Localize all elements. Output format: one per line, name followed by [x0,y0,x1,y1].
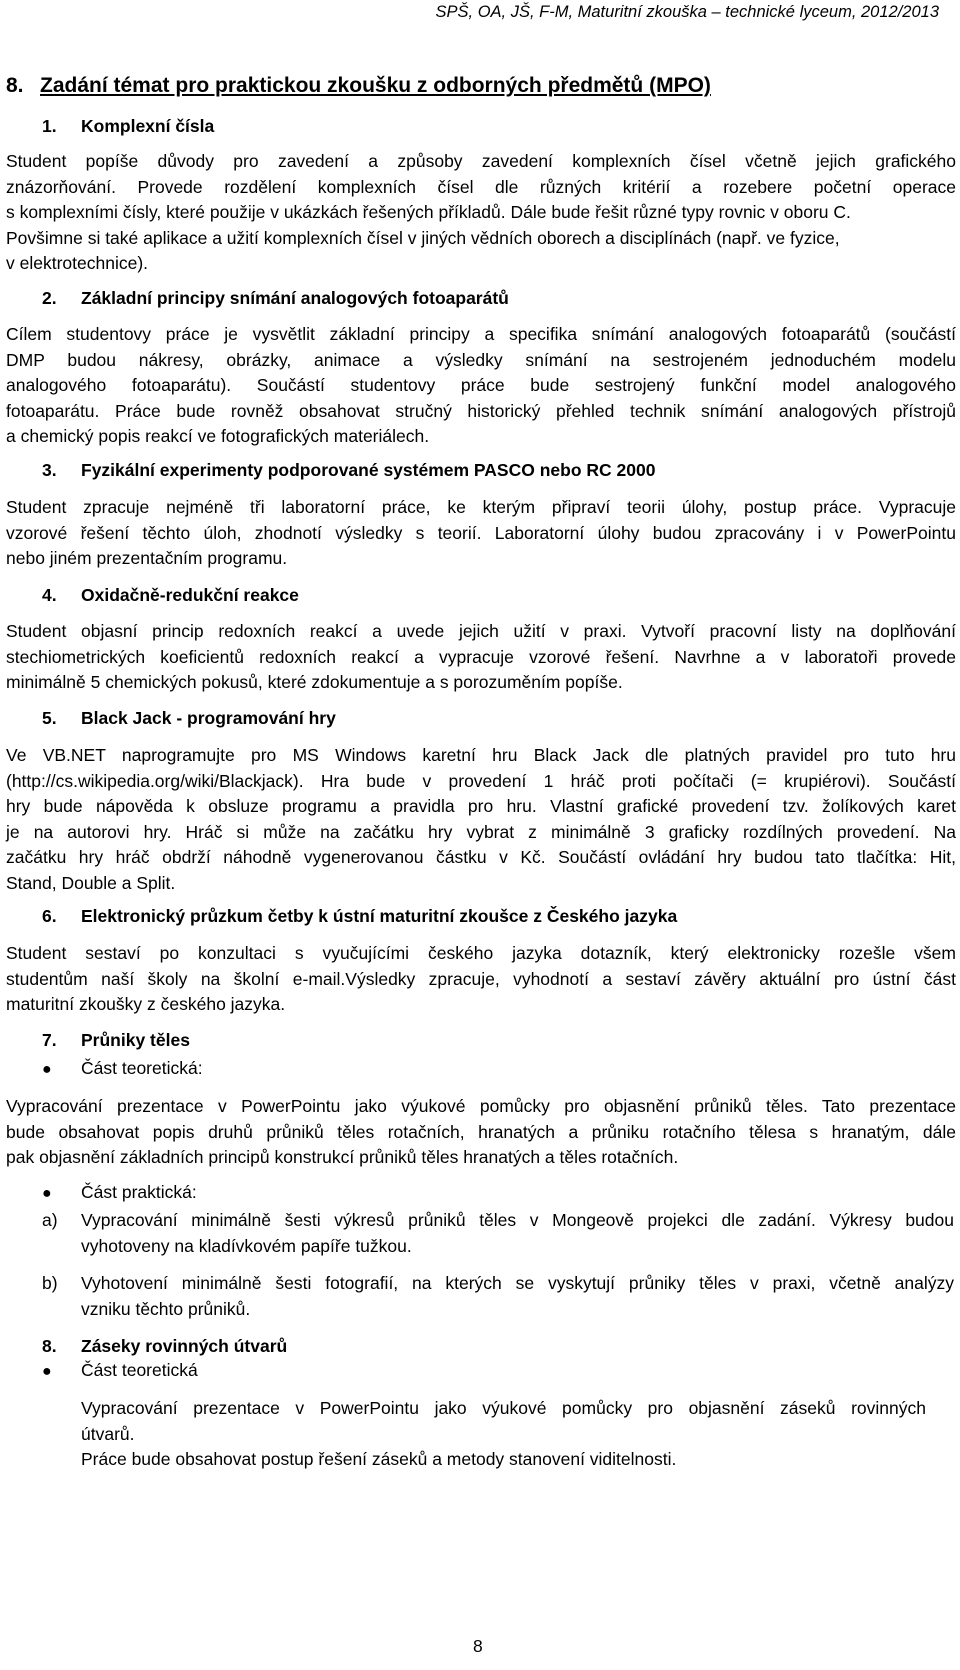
bullet-dot-icon: ● [42,1363,52,1380]
heading-5 [42,708,336,729]
text-line: studentům naší školy na školní e-mail.Výsledky zpracuje, vyhodnotí a sestaví závěry aktuální pro ústní část [6,968,956,989]
bullet-item [42,1360,198,1381]
heading-text: Elektronický průzkum četby k ústní maturitní zkoušce z Českého jazyka [81,906,678,926]
text-line: s komplexními čísly, které použije v ukázkách řešených příkladů. Dále bude řešit různé typy rovnic v oboru C. [6,202,851,222]
heading-text: Black Jack - programování hry [81,708,336,728]
text-line: útvarů. [81,1423,135,1444]
list-label: a) [42,1210,58,1230]
bullet-dot-icon: ● [42,1061,52,1078]
heading-number: 4. [42,585,57,605]
heading-number: 3. [42,460,57,480]
text-line: hry bude nápověda k obsluze programu a pravidla pro hru. Vlastní grafické provedení tzv. žolíkových karet [6,796,956,816]
bullet-dot-icon: ● [42,1185,52,1202]
text-line: DMP budou nákresy, obrázky, animace a výsledky snímání na sestrojeném jednoduchém modelu [6,349,956,370]
text-line: vzorové řešení těchto úloh, zhodnotí výsledky s teorií. Laboratorní úlohy budou zpracovány i v PowerPointu [6,522,956,543]
text-line: nebo jiném prezentačním programu. [6,548,288,568]
text-line: vzniku těchto průniků. [81,1298,251,1319]
text-line: Stand, Double a Split. [6,872,176,893]
text-line: Student popíše důvody pro zavedení a způsoby zavedení komplexních čísel včetně jejich grafického [6,151,956,171]
heading-text: Komplexní čísla [81,116,215,136]
text-line: fotoaparátu. Práce bude rovněž obsahovat stručný historický přehled technik snímání analogových přístrojů [6,400,956,421]
title-text: Zadání témat pro praktickou zkoušku z odborných předmětů (MPO) [40,74,711,97]
paragraph-7 [6,1094,956,1171]
text-line: je na autorovi hry. Hráč si může na začátku hry vybrat z minimálně 3 graficky rozdílných provedení. Na [6,821,956,842]
paragraph-1 [6,149,956,277]
heading-number: 6. [42,906,57,926]
text-line: znázorňování. Provede rozdělení komplexních čísel dle různých kritérií a rozebere početní operace [6,176,956,197]
heading-number: 1. [42,116,57,136]
paragraph-3 [6,495,956,572]
paragraph-5 [6,743,956,896]
heading-text: Oxidačně-redukční reakce [81,585,299,605]
text-line: začátku hry hráč obdrží náhodně vygenerovanou částku v Kč. Součástí ovládání hry budou tato tlačítka: Hit, [6,847,956,867]
bullet-text: Část teoretická: [81,1058,203,1078]
text-line: pak objasnění základních principů konstrukcí průniků těles hranatých a těles rotačních. [6,1147,679,1167]
paragraph-6 [6,941,956,1018]
heading-number: 8. [42,1336,57,1356]
text-line: bude obsahovat popis druhů průniků těles rotačních, hranatých a průniku rotačního tělesa s hranatým, dále [6,1121,956,1142]
text-line: Student sestaví po konzultaci s vyučujícími českého jazyka dotazník, který elektronicky rozešle všem [6,943,956,963]
bullet-item [42,1058,203,1079]
heading-3 [42,460,655,481]
paragraph-4 [6,619,956,696]
text-line: a chemický popis reakcí ve fotografických materiálech. [6,426,430,446]
text-line: Vypracování prezentace v PowerPointu jako výukové pomůcky pro objasnění průniků těles. Tato prezentace [6,1096,956,1116]
list-body [81,1271,954,1322]
heading-text: Záseky rovinných útvarů [81,1336,288,1356]
bullet-text: Část praktická: [81,1182,197,1202]
page-number: 8 [473,1636,483,1656]
heading-number: 2. [42,288,57,308]
heading-text: Fyzikální experimenty podporované systémem PASCO nebo RC 2000 [81,460,656,480]
text-line: Student zpracuje nejméně tři laboratorní práce, ke kterým připraví teorii úlohy, postup práce. Vypracuje [6,497,956,517]
bullet-text: Část teoretická [81,1360,198,1380]
heading-number: 5. [42,708,57,728]
heading-7 [42,1030,190,1051]
text-line: Ve VB.NET naprogramujte pro MS Windows karetní hru Black Jack dle platných pravidel pro tuto hru [6,745,956,765]
heading-8 [42,1336,287,1357]
text-line: (http://cs.wikipedia.org/wiki/Blackjack). Hra bude v provedení 1 hráč proti počítači (= krupiérovi). Součástí [6,770,956,791]
section-title [6,74,711,98]
text-line: v elektrotechnice). [6,253,149,273]
text-line: Vyhotovení minimálně šesti fotografií, na kterých se vyskytují průniky těles v praxi, včetně analýzy [81,1273,954,1293]
heading-number: 7. [42,1030,57,1050]
list-body [81,1208,954,1259]
text-line: minimálně 5 chemických pokusů, které zdokumentuje a s porozuměním popíše. [6,672,623,692]
text-line: Vypracování prezentace v PowerPointu jako výukové pomůcky pro objasnění záseků rovinných [81,1398,926,1418]
heading-text: Průniky těles [81,1030,190,1050]
heading-1 [42,116,214,137]
heading-2 [42,288,509,309]
title-number: 8. [6,74,24,97]
text-line: Vypracování minimálně šesti výkresů průniků těles v Mongeově projekci dle zadání. Výkresy budou [81,1210,954,1230]
text-line: vyhotoveny na kladívkovém papíře tužkou. [81,1235,412,1256]
text-line: Cílem studentovy práce je vysvětlit základní principy a specifika snímání analogových fotoaparátů (součástí [6,324,956,344]
paragraph-2 [6,322,956,450]
heading-4 [42,585,299,606]
text-line: Povšimne si také aplikace a užití komplexních čísel v jiných vědních oborech a disciplínách (např. ve fyzice, [6,227,840,248]
paragraph-8 [81,1396,926,1473]
bullet-item [42,1182,197,1203]
text-line: Student objasní princip redoxních reakcí a uvede jejich užití v praxi. Vytvoří pracovní listy na doplňování [6,621,956,641]
text-line: maturitní zkoušky z českého jazyka. [6,994,286,1014]
text-line: Práce bude obsahovat postup řešení záseků a metody stanovení viditelnosti. [81,1449,677,1469]
text-line: analogového fotoaparátu). Součástí studentovy práce bude sestrojený funkční model analogového [6,375,956,395]
text-line: stechiometrických koeficientů redoxních reakcí a vypracuje vzorové řešení. Navrhne a v laboratoři provede [6,646,956,667]
list-label: b) [42,1273,58,1293]
heading-text: Základní principy snímání analogových fotoaparátů [81,288,509,308]
heading-6 [42,906,677,927]
page-header: SPŠ, OA, JŠ, F-M, Maturitní zkouška – technické lyceum, 2012/2013 [435,3,939,21]
